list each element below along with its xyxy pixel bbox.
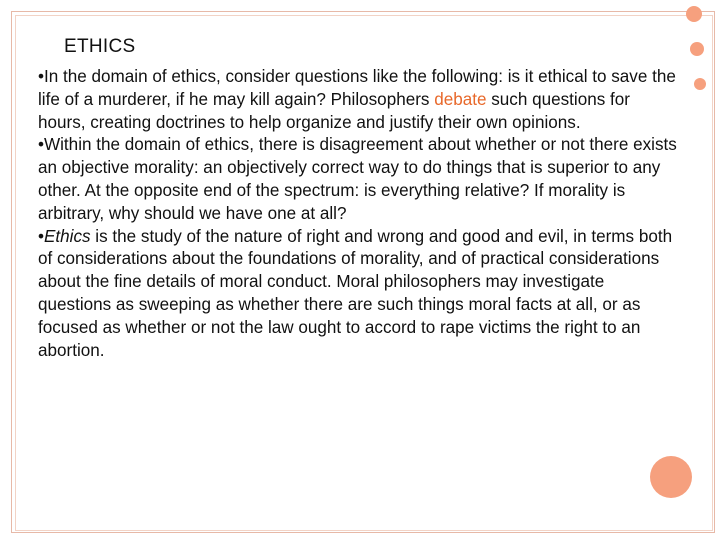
slide-body bbox=[38, 66, 678, 362]
bullet-marker: • bbox=[38, 226, 44, 246]
slide-title: ETHICS bbox=[64, 36, 136, 57]
bullet-marker: • bbox=[38, 67, 44, 86]
decor-circle-icon bbox=[686, 6, 702, 22]
decor-circle-icon bbox=[690, 42, 704, 56]
decor-circle-icon bbox=[694, 78, 706, 90]
emphasis-term: Ethics bbox=[44, 226, 91, 246]
paragraph-text: such questions for hours, creating doctrines to help organize and justify their own opinions. bbox=[38, 89, 630, 132]
highlight-word: debate bbox=[434, 89, 487, 109]
bullet-paragraph-1 bbox=[38, 66, 678, 134]
bullet-marker: • bbox=[38, 135, 44, 155]
paragraph-text: In the domain of ethics, consider questions like the following: is it ethical to save the life of a murderer, if he may kill again? Philosophers bbox=[38, 67, 676, 109]
decor-circle-large-icon bbox=[650, 456, 692, 498]
paragraph-text: Within the domain of ethics, there is disagreement about whether or not there exists an objective morality: an objectively correct way to do things that is superior to any other. At the opposite end of the spectrum: is everything relative? If morality is arbitrary, why should we have one at all? bbox=[38, 135, 677, 223]
bullet-paragraph-2 bbox=[38, 134, 678, 225]
bullet-paragraph-3 bbox=[38, 226, 678, 363]
paragraph-text: is the study of the nature of right and wrong and good and evil, in terms both of considerations about the foundations of morality, and of practical considerations about the fine details of moral conduct. Moral philosophers may investigate questions as sweeping as whether there are such things moral facts at all, or as focused as whether or not the law ought to accord to rape victims the right to an abortion. bbox=[38, 226, 673, 360]
